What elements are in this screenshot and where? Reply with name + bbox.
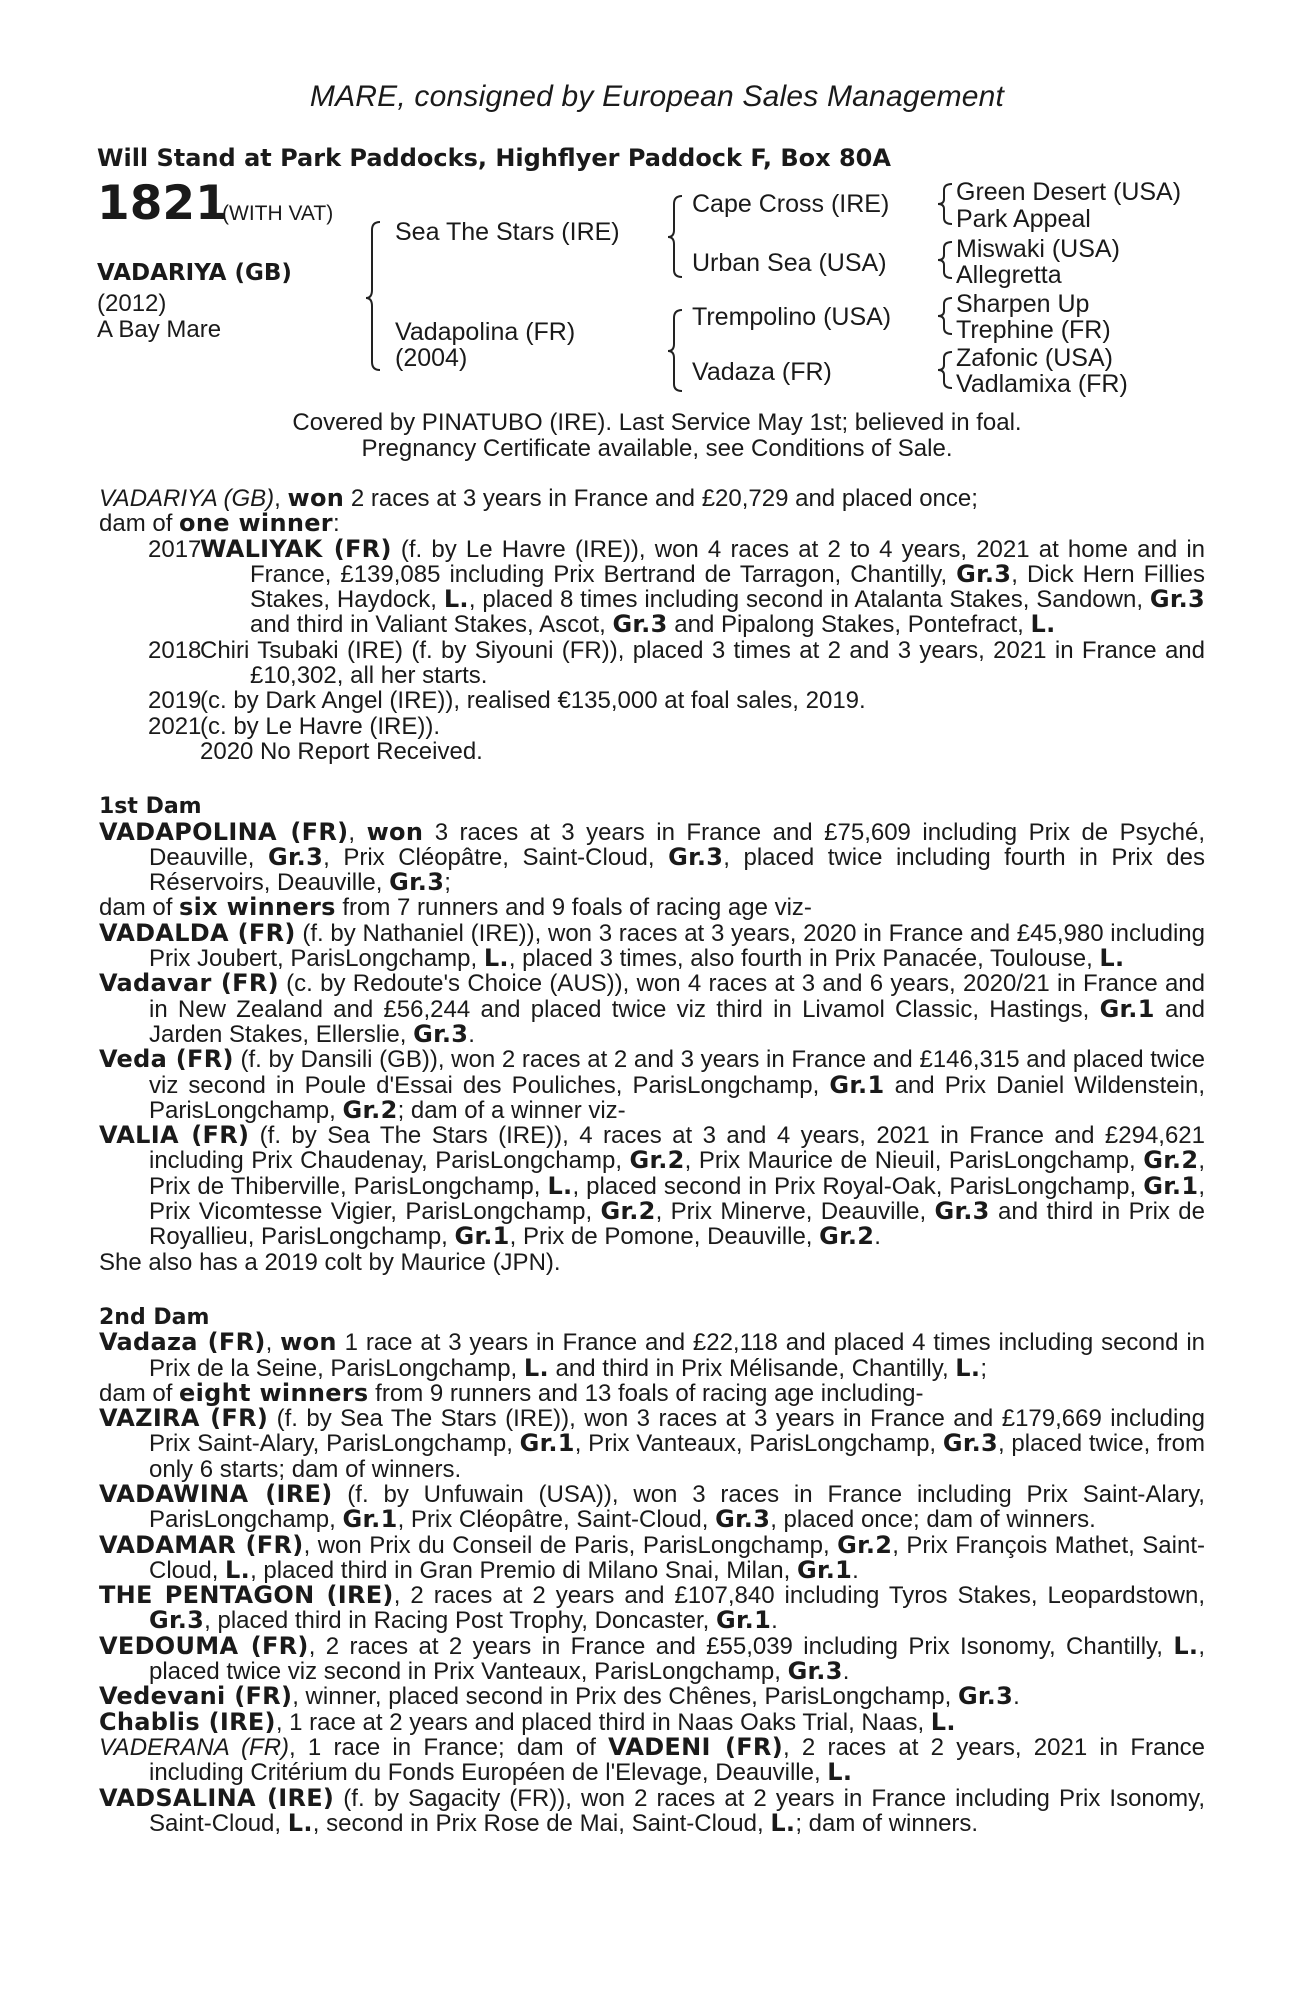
ped-sire: Sea The Stars (IRE) [395,218,620,246]
vadavar-entry [99,971,1205,1047]
ped-ssd: Park Appeal [956,205,1091,233]
spacer [99,739,200,764]
vadalda-entry [99,918,1206,973]
brace-gen3-1 [938,184,952,224]
ped-sire-dam: Urban Sea (USA) [692,249,887,277]
t: (f. by Sagacity (FR)), won 2 races at 2 years in France including Prix Isonomy, Saint-Cloud, [149,1784,1205,1837]
produce-2019 [99,688,1205,713]
t: . [874,1223,881,1251]
t: , 2 races at 2 years and £107,840 including Tyros Stakes, Leopardstown, [393,1582,1206,1610]
t: (f. by Le Havre (IRE)), won 4 races at 2 to 4 years, 2021 at home and in France, £139,085 including Prix Bertrand de Tarragon, Chantilly, [250,535,1206,588]
no-report-text: 2020 No Report Received. [200,737,483,765]
t: 1 race at 3 years in France and £22,118 and placed 4 times including second in Prix de la Seine, ParisLongchamp, [149,1329,1205,1382]
grade: L. [225,1555,251,1584]
grade: Gr.2 [1143,1146,1199,1175]
grade: Gr.2 [629,1146,685,1175]
t: , Prix François Mathet, Saint-Cloud, [149,1531,1205,1584]
grade: Gr.3 [942,1429,998,1458]
grade: Gr.1 [454,1222,510,1251]
produce-year: 2021 [148,712,202,740]
t: and Pipalong Stakes, Pontefract, [667,611,1031,639]
t: . [852,1556,859,1584]
vadsalina-entry [99,1783,1205,1837]
grade: Gr.2 [819,1222,875,1251]
t: from 7 runners and 9 foals of racing age viz- [335,894,812,922]
horse-name: VAZIRA (FR) [99,1404,269,1433]
grade: Gr.3 [956,559,1012,588]
dam-of-label: dam of [99,510,180,538]
t: , placed twice, from only 6 starts; dam of winners. [149,1430,1205,1483]
t: . [771,1607,778,1635]
pentagon-entry [99,1583,1205,1634]
horse-year: (2012) [97,290,167,317]
grade: L. [930,1707,956,1736]
t: , placed 3 times, also fourth in Prix Panacée, Toulouse, [508,945,1100,973]
grade: Gr.3 [1149,585,1205,614]
vadawina-entry [99,1479,1205,1534]
produce-year: 2019 [148,687,202,715]
veda-entry [99,1047,1205,1123]
t: (f. by Nathaniel (IRE)), won 3 races at 3 years, 2020 in France and £45,980 including Prix Joubert, ParisLongchamp, [149,919,1206,973]
t: , won Prix du Conseil de Paris, ParisLongchamp, [303,1531,838,1559]
grade: Gr.3 [149,1606,205,1635]
winner-count: one winner [179,509,333,538]
horse-description: A Bay Mare [97,316,222,343]
grade: Gr.1 [1143,1171,1199,1200]
grade: Gr.1 [715,1606,772,1635]
pedigree-braces [0,0,1314,420]
t: , Dick Hern Fillies Stakes, Haydock, [250,560,1205,614]
mare-record: 2 races at 3 years in France and £20,729 and placed once; [344,485,978,512]
box-location: Will Stand at Park Paddocks, Highflyer Paddock F, Box 80A [97,144,891,172]
first-dam-heading: 1st Dam [99,794,202,820]
t: and third in Prix de Royallieu, ParisLongchamp, [149,1198,1205,1251]
t: 3 races at 3 years in France and £75,609 including Prix de Psyché, Deauville, [149,818,1206,871]
t: , Prix Maurice de Nieuil, ParisLongchamp, [684,1147,1144,1175]
horse-name: Vadavar (FR) [99,969,279,998]
t: and Prix Daniel Wildenstein, ParisLongchamp, [149,1071,1205,1124]
won-label: won [280,1328,337,1357]
vaderana-entry [99,1732,1206,1787]
grade: Gr.1 [519,1429,575,1458]
catalogue-body [99,486,1205,1836]
ped-dss: Sharpen Up [956,290,1090,318]
t: and third in Prix Mélisande, Chantilly, [548,1354,956,1382]
second-dam-name: Vadaza (FR) [99,1328,266,1357]
grade: L. [287,1808,313,1837]
covered-line-2: Pregnancy Certificate available, see Conditions of Sale. [361,435,953,462]
first-dam-also: She also has a 2019 colt by Maurice (JPN). [99,1248,561,1276]
first-dam-record: VADAPOLINA (FR), won 3 races at 3 years in France and £75,609 including Prix de Psyché, Deauville, Gr.3, Prix Cléopâtre, Saint-Cloud, Gr.3, placed twice including fourth in Prix des Réservoirs, Deauville, Gr.3; [99,817,1206,897]
grade: Gr.2 [600,1197,656,1226]
grade: L. [443,585,469,614]
grade: L. [523,1353,549,1382]
t: (f. by Sea The Stars (IRE)), won 3 races at 3 years in France and £179,669 including Prix Saint-Alary, ParisLongchamp, [149,1405,1205,1458]
brace-gen2-bottom [668,310,682,391]
spacer [99,764,1205,794]
t: , Prix Cléopâtre, Saint-Cloud, [397,1506,716,1534]
chablis-entry [99,1707,1205,1736]
valia-entry [99,1123,1205,1249]
produce-2017 [99,534,1206,639]
t: , 2 races at 2 years in France and £55,039 including Prix Isonomy, Chantilly, [308,1632,1174,1660]
produce-2018 [99,638,1205,689]
t: (f. by Dansili (GB)), won 2 races at 2 and 3 years in France and £146,315 and placed twice viz second in Poule d'Essai des Pouliches, ParisLongchamp, [149,1046,1205,1099]
t: (f. by Sea The Stars (IRE)), 4 races at 3 and 4 years, 2021 in France and £294,621 including Prix Chaudenay, ParisLongchamp, [149,1122,1206,1175]
consignor-header: MARE, consigned by European Sales Management [309,80,1005,113]
produce-year: 2017 [148,535,202,563]
grade: Gr.3 [612,610,668,639]
t: , winner, placed second in Prix des Chênes, ParisLongchamp, [292,1683,958,1711]
brace-gen1 [366,222,380,370]
first-dam-dam-of [99,895,1205,920]
vat-note: (WITH VAT) [222,202,334,225]
grade: Gr.1 [829,1070,885,1099]
grade: Gr.3 [668,842,724,871]
second-dam-heading: 2nd Dam [99,1304,210,1330]
t: ; dam of a winner viz- [397,1096,626,1124]
grade: L. [483,944,509,973]
t: and third in Valiant Stakes, Ascot, [250,611,613,639]
vedevani-entry [99,1684,1205,1709]
brace-gen3-3 [938,298,952,334]
produce-text: Chiri Tsubaki (IRE) (f. by Siyouni (FR)), placed 3 times at 2 and 3 years, 2021 in France and £10,302, all her starts. [200,636,1205,690]
produce-horse-name: WALIYAK (FR) [200,534,392,563]
t: , placed 8 times including second in Atalanta Stakes, Sandown, [468,586,1150,614]
horse-name: VADARIYA (GB) [97,260,292,286]
ped-sds: Miswaki (USA) [956,235,1120,263]
grade: Gr.3 [957,1682,1014,1711]
ped-dam: Vadapolina (FR) [395,318,576,346]
mare-dam-of [99,511,1205,536]
t: , placed third in Gran Premio di Milano Snai, Milan, [250,1556,797,1584]
t: from 9 runners and 13 foals of racing age including- [368,1379,924,1407]
vedouma-entry [99,1631,1205,1686]
t: . [1013,1683,1020,1711]
brace-gen2-top [668,196,682,277]
t: , placed twice viz second in Prix Vanteaux, ParisLongchamp, [149,1632,1205,1686]
grade: Gr.3 [389,868,445,897]
grade: L. [827,1758,853,1787]
grade: Gr.1 [1099,994,1155,1023]
dam-of-label: dam of [99,894,180,922]
produce-text: (c. by Le Havre (IRE)). [200,712,441,740]
second-dam-dam-of [99,1378,1205,1407]
grade: Gr.1 [796,1555,853,1584]
horse-name: Veda (FR) [99,1045,234,1074]
horse-name: VADSALINA (IRE) [99,1783,335,1812]
t: and Jarden Stakes, Ellerslie, [149,995,1205,1048]
t: (f. by Unfuwain (USA)), won 3 races in France including Prix Saint-Alary, ParisLongchamp, [149,1480,1205,1534]
t: , placed once; dam of winners. [770,1506,1096,1534]
mare-summary [99,486,1205,511]
winner-count: eight winners [179,1378,369,1407]
produce-text [200,534,1206,639]
grade: Gr.3 [715,1505,771,1534]
horse-name: VADERANA (FR) [99,1733,290,1761]
t: (c. by Redoute's Choice (AUS)), won 4 races at 3 and 6 years, 2020/21 in France and in New Zealand and £56,244 and placed twice viz third in Livamol Classic, Hastings, [149,970,1205,1023]
grade: L. [547,1171,573,1200]
horse-name: VADENI (FR) [608,1732,783,1761]
horse-name: Vedevani (FR) [99,1682,293,1711]
ped-dds: Zafonic (USA) [956,344,1113,372]
won-label: won [287,484,345,512]
brace-gen3-2 [938,242,952,278]
t: , Prix de Thiberville, ParisLongchamp, [149,1147,1206,1200]
ped-dam-year: (2004) [395,344,468,372]
ped-ddd: Vadlamixa (FR) [956,370,1128,398]
won-label: won [366,817,424,846]
t: , Prix de Pomone, Deauville, [509,1223,820,1251]
horse-name: VADAWINA (IRE) [99,1479,333,1508]
t: . [842,1658,850,1686]
horse-name: VALIA (FR) [99,1121,250,1150]
dam-of-label: dam of [99,1379,180,1407]
grade: Gr.3 [413,1019,469,1048]
t: . [468,1020,475,1048]
t: , 1 race at 2 years and placed third in Naas Oaks Trial, Naas, [275,1708,931,1736]
t: ; [980,1354,987,1382]
mare-name: VADARIYA (GB) [99,485,275,512]
grade: L. [1099,944,1125,973]
no-report [99,739,1205,764]
t: , Prix Cléopâtre, Saint-Cloud, [323,843,669,871]
ped-sire-sire: Cape Cross (IRE) [692,190,890,218]
horse-name: Chablis (IRE) [99,1707,276,1736]
grade: Gr.3 [934,1197,990,1226]
grade: L. [1030,610,1056,639]
produce-text: (c. by Dark Angel (IRE)), realised €135,000 at foal sales, 2019. [200,687,866,715]
grade: L. [955,1353,981,1382]
brace-gen3-4 [938,352,952,388]
ped-dsd: Trephine (FR) [956,316,1111,344]
grade: L. [770,1808,796,1837]
produce-year: 2018 [148,636,202,664]
horse-name: VADAMAR (FR) [99,1530,304,1559]
grade: Gr.2 [837,1530,893,1559]
t: , Prix Vicomtesse Vigier, ParisLongchamp, [149,1172,1206,1226]
grade: Gr.3 [267,842,324,871]
t: , placed third in Racing Post Trophy, Doncaster, [204,1607,716,1635]
t: , Prix Vanteaux, ParisLongchamp, [574,1430,943,1458]
winner-count: six winners [179,893,336,922]
first-dam-name: VADAPOLINA (FR) [99,817,349,846]
second-dam-record: Vadaza (FR), won 1 race at 3 years in France and £22,118 and placed 4 times including second in Prix de la Seine, ParisLongchamp, L. and third in Prix Mélisande, Chantilly, L.; [99,1328,1205,1382]
produce-2021 [99,714,1205,739]
lot-number: 1821 [97,176,228,231]
t: , placed second in Prix Royal-Oak, ParisLongchamp, [572,1172,1144,1200]
t: , placed twice including fourth in Prix des Réservoirs, Deauville, [149,843,1205,897]
t: , second in Prix Rose de Mai, Saint-Cloud, [312,1809,771,1837]
t: , Prix Minerve, Deauville, [655,1198,935,1226]
covered-line-1: Covered by PINATUBO (IRE). Last Service May 1st; believed in foal. [292,409,1022,436]
horse-name: VEDOUMA (FR) [99,1631,309,1660]
grade: Gr.2 [342,1095,398,1124]
vazira-entry [99,1406,1205,1482]
grade: Gr.3 [787,1657,843,1686]
horse-name: THE PENTAGON (IRE) [99,1581,394,1610]
vadamar-entry [99,1530,1205,1584]
ped-dam-dam: Vadaza (FR) [692,358,832,386]
t: ; [444,869,451,897]
horse-name: VADALDA (FR) [99,918,296,947]
spacer [99,1275,1205,1305]
grade: L. [1173,1631,1199,1660]
ped-dam-sire: Trempolino (USA) [692,303,892,331]
covered-note [0,410,1314,462]
colon: : [332,510,340,538]
t: , 2 races at 2 years, 2021 in France including Critérium du Fonds Européen de l'Elevage, Deauville, [149,1733,1206,1787]
t: ; dam of winners. [795,1809,979,1837]
sep: , [274,485,288,512]
ped-sss: Green Desert (USA) [956,178,1182,206]
ped-sdd: Allegretta [956,261,1062,289]
grade: Gr.1 [342,1505,398,1534]
t: , 1 race in France; dam of [289,1733,609,1761]
